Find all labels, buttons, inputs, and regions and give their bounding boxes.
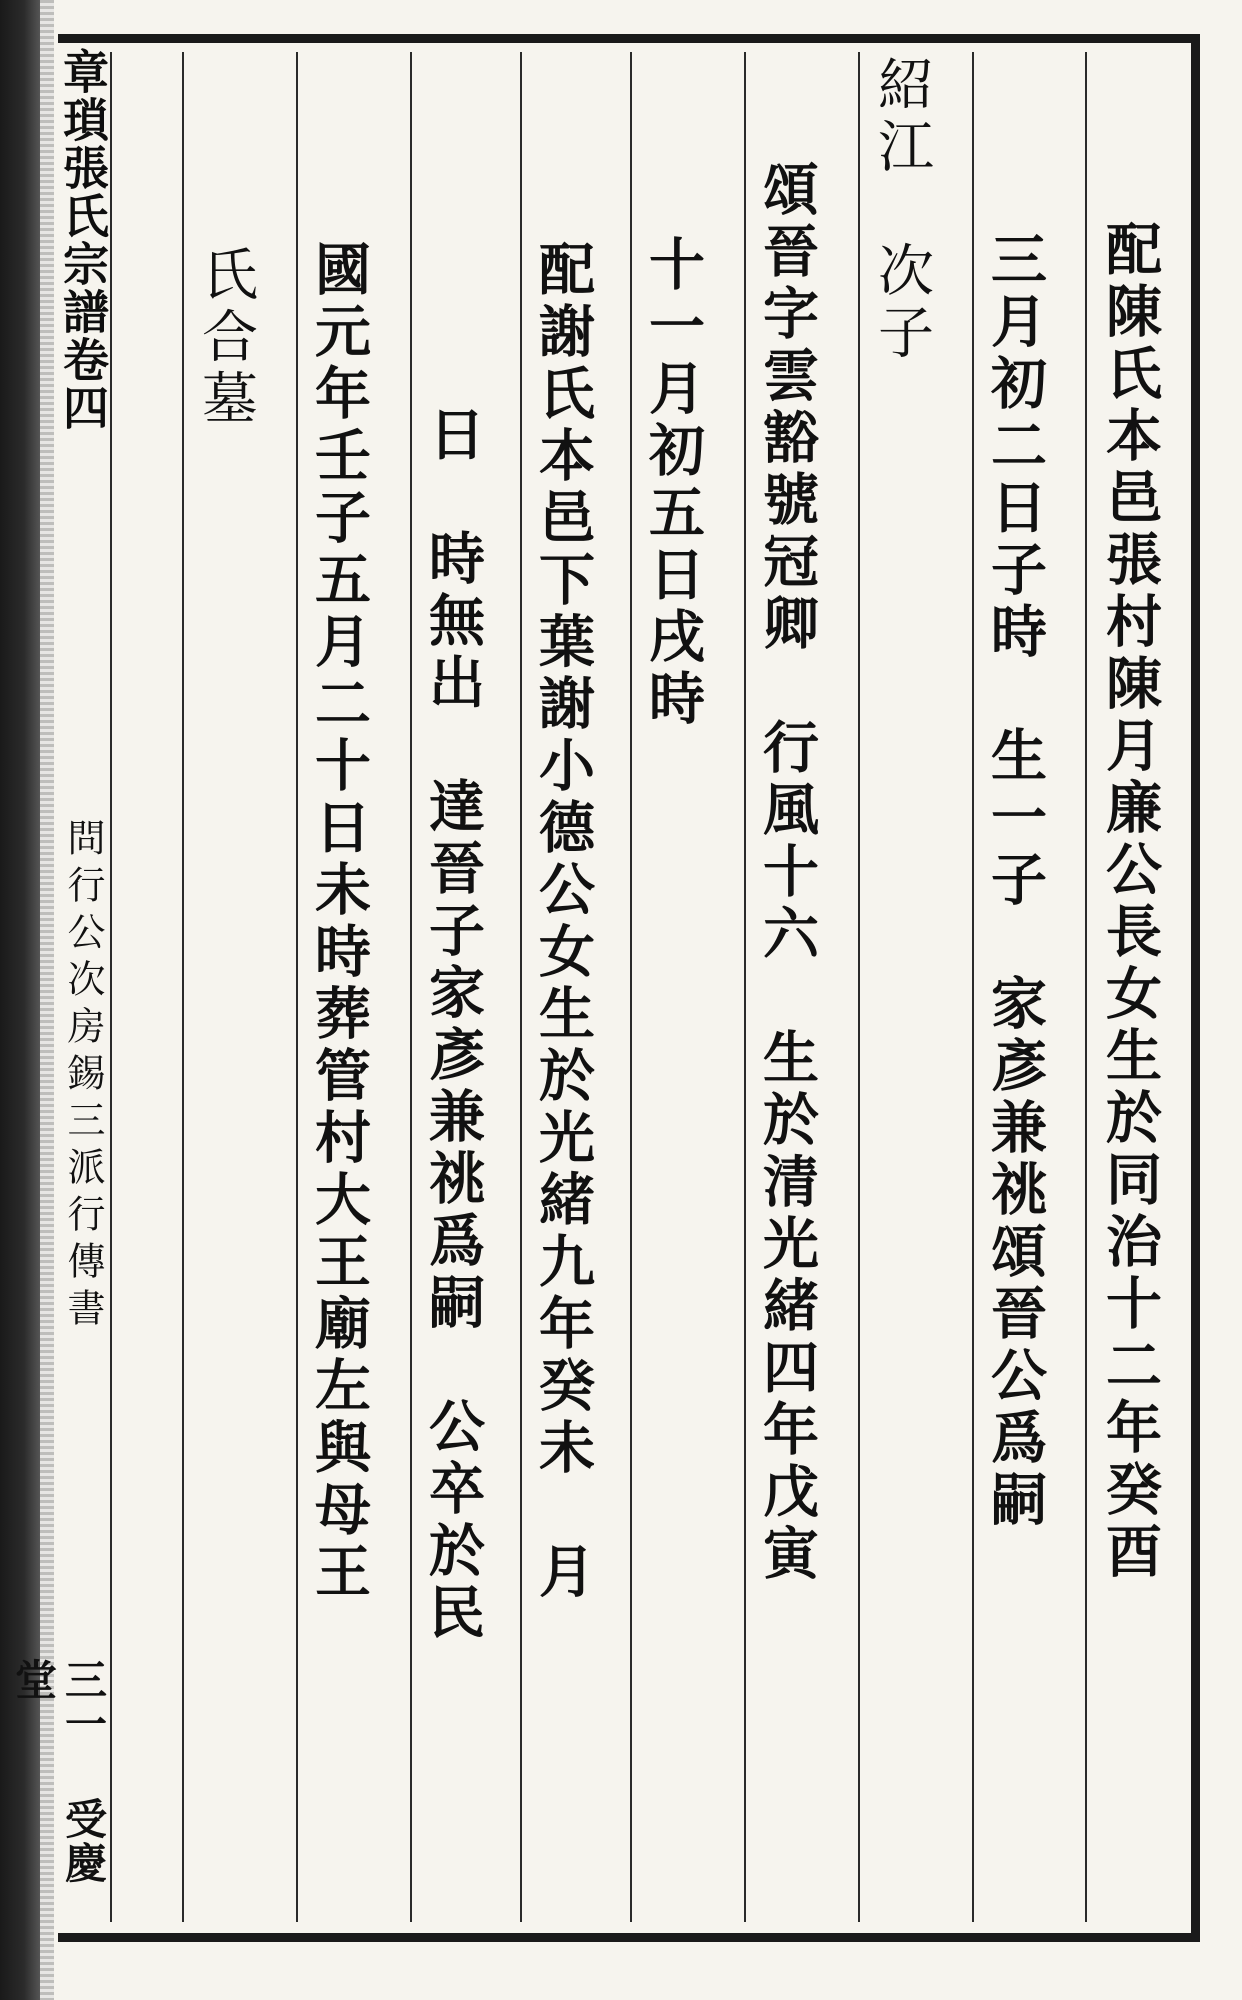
column-rule: [296, 52, 298, 1922]
folio-and-hall: 三一 受慶堂: [9, 1658, 108, 1885]
column-rule: [520, 52, 522, 1922]
text-column-8: 國元年壬子五月二十日未時葬管村大王廟左與母王: [306, 240, 372, 1604]
column-rule: [410, 52, 412, 1922]
text-column-4: 頌晉字雲豁號冠卿 行風十六 生於清光緒四年戊寅: [754, 160, 820, 1586]
text-column-9: 氏合墓: [193, 245, 258, 431]
column-rule: [744, 52, 746, 1922]
column-rule: [630, 52, 632, 1922]
column-rule: [1085, 52, 1087, 1922]
section-title: 問行公次房錫三派行傳書: [61, 818, 105, 1335]
text-column-5: 十一月初五日戌時: [640, 235, 706, 731]
margin-column: [9, 48, 110, 1928]
text-column-2: 三月初二日子時 生一子 家彥兼祧頌晉公爲嗣: [982, 230, 1048, 1532]
text-column-3: 紹江 次子: [869, 55, 934, 365]
text-column-7: 日 時無出 達晉子家彥兼祧爲嗣 公卒於民: [420, 405, 486, 1645]
book-title-text: 章瑣張氏宗譜: [56, 48, 110, 336]
column-rule: [858, 52, 860, 1922]
text-column-6: 配謝氏本邑下葉謝小德公女生於光緒九年癸未 月: [530, 240, 596, 1604]
volume-mark: 卷四: [56, 336, 110, 432]
column-rule: [972, 52, 974, 1922]
column-rule: [110, 52, 112, 1922]
column-rule: [182, 52, 184, 1922]
text-column-1: 配陳氏本邑張村陳月廉公長女生於同治十二年癸酉: [1097, 220, 1163, 1584]
book-title: [58, 48, 108, 432]
